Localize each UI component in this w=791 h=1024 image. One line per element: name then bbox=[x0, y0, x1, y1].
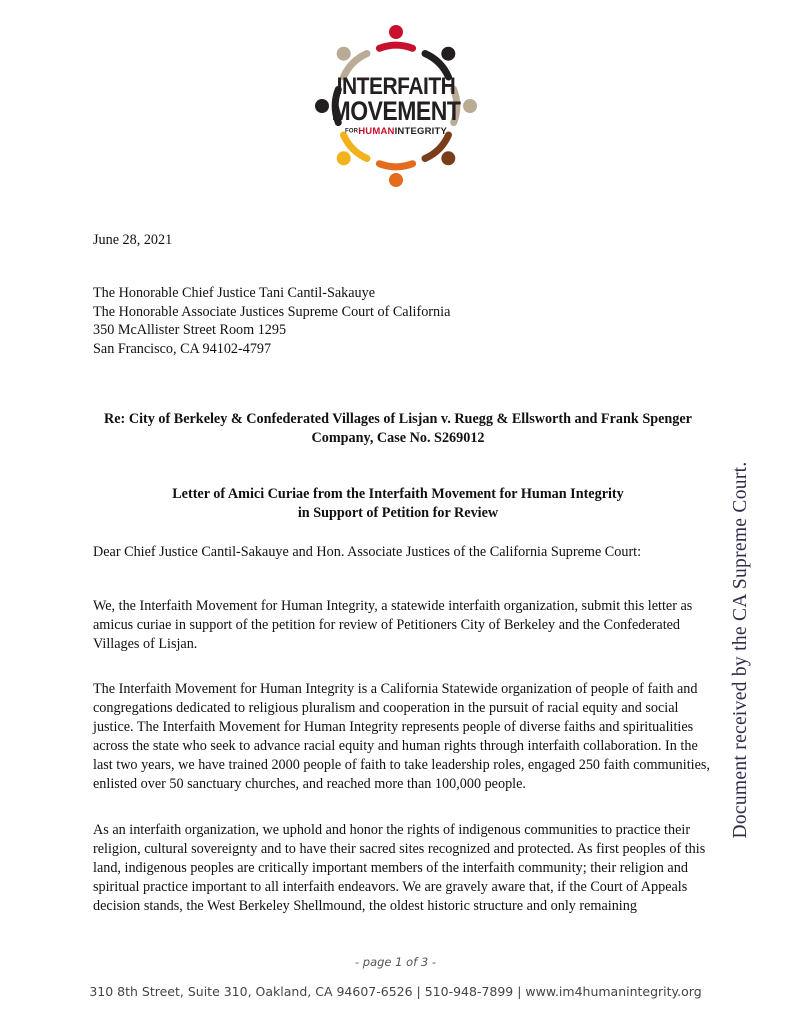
organization-logo bbox=[306, 16, 486, 196]
logo-integrity: INTEGRITY bbox=[394, 126, 448, 137]
subject-line-1: Letter of Amici Curiae from the Interfaith Movement for Human Integrity bbox=[172, 486, 624, 502]
address-line: The Honorable Associate Justices Supreme Court of California bbox=[93, 303, 451, 320]
logo-human: HUMAN bbox=[358, 126, 395, 137]
logo-figure-icon bbox=[425, 135, 455, 165]
re-line-2: Company, Case No. S269012 bbox=[311, 429, 485, 446]
logo-for: FOR bbox=[344, 128, 359, 135]
footer-address: 310 8th Street, Suite 310, Oakland, CA 94607-6526 | 510-948-7899 | www.im4humanintegrity.org bbox=[89, 984, 702, 999]
address-line: 350 McAllister Street Room 1295 bbox=[93, 322, 287, 338]
logo-figure-icon bbox=[379, 164, 412, 187]
page-number: - page 1 of 3 - bbox=[354, 955, 437, 969]
re-line bbox=[93, 410, 703, 447]
recipient-address bbox=[93, 284, 450, 358]
watermark-text: Document received by the CA Supreme Court. bbox=[730, 461, 751, 839]
address-line: The Honorable Chief Justice Tani Cantil-Sakauye bbox=[93, 285, 376, 301]
paragraph-1: We, the Interfaith Movement for Human Integrity, a statewide interfaith organization, submit this letter as amicus curiae in support of the petition for review of Petitioners City of Berkeley and the Confederated Villages of Lisjan. bbox=[93, 598, 693, 652]
re-line-1: Re: City of Berkeley & Confederated Villages of Lisjan v. Ruegg & Ellsworth and Frank Spenger bbox=[104, 411, 692, 427]
logo-figure-icon bbox=[337, 135, 367, 165]
paragraph-3: As an interfaith organization, we uphold and honor the rights of indigenous communities to practice their religion, cultural sovereignty and to have their sacred sites recognized and protected. As first peoples of this land, indigenous peoples are critically important members of the interfaith community; their religion and spiritual practice important to all interfaith endeavors. We are gravely aware that, if the Court of Appeals decision stands, the West Berkeley Shellmound, the oldest historic structure and only remaining bbox=[93, 822, 706, 914]
logo-line-interfaith: INTERFAITH bbox=[336, 73, 456, 100]
paragraph-2: The Interfaith Movement for Human Integrity is a California Statewide organization of people of faith and congregations dedicated to religious pluralism and cooperation in the pursuit of racial equity and social justice. The Interfaith Movement for Human Integrity represents people of diverse faiths and spiritualities across the state who seek to advance racial equity and human rights through interfaith collaboration. In the last two years, we have trained 2000 people of faith to take leadership roles, engaged 250 faith communities, enlisted over 50 sanctuary churches, and reached more than 100,000 people. bbox=[93, 681, 710, 792]
logo-figure-icon bbox=[379, 25, 412, 48]
subject-line-2: in Support of Petition for Review bbox=[297, 504, 499, 521]
logo-wordmark bbox=[306, 73, 486, 137]
letter-subject bbox=[93, 485, 703, 522]
logo-line-human-integrity bbox=[306, 127, 486, 137]
salutation: Dear Chief Justice Cantil-Sakauye and Hon. Associate Justices of the California Supreme Court: bbox=[93, 544, 642, 560]
address-line: San Francisco, CA 94102-4797 bbox=[93, 340, 272, 357]
logo-line-movement: MOVEMENT bbox=[331, 95, 461, 126]
letter-date: June 28, 2021 bbox=[93, 232, 173, 248]
